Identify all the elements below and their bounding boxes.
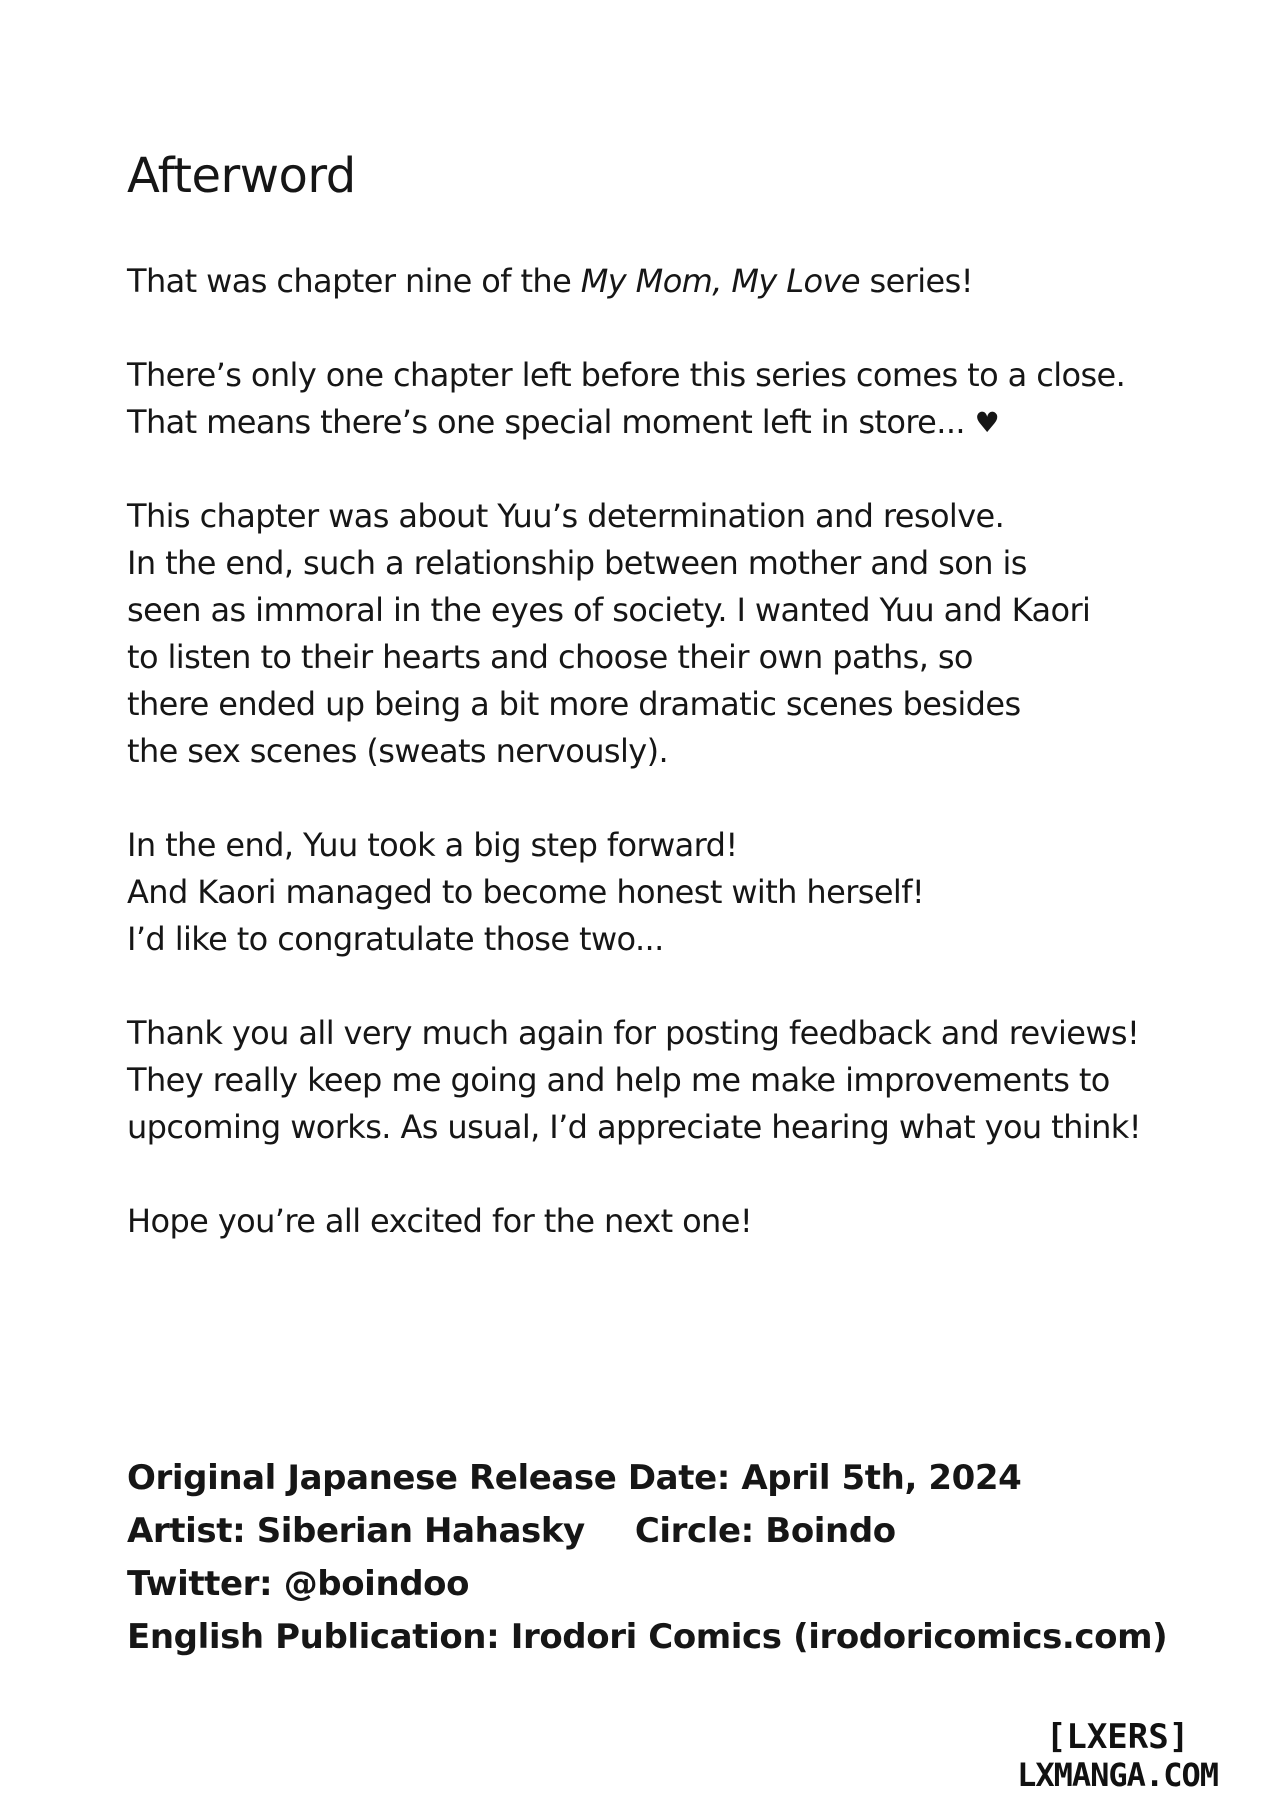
watermark — [1017, 1718, 1218, 1794]
paragraph-5 — [127, 1010, 1187, 1151]
watermark-site: LXMANGA.COM — [1017, 1756, 1218, 1794]
paragraph-line: There’s only one chapter left before this series comes to a close. — [127, 356, 1126, 394]
afterword-body — [127, 258, 1187, 1292]
line-text-pre: That was chapter nine of the — [127, 262, 581, 300]
paragraph-line: In the end, Yuu took a big step forward! — [127, 826, 738, 864]
series-title: My Mom, My Love — [580, 262, 860, 300]
line-text: That means there’s one special moment left in store... — [127, 403, 975, 441]
paragraph-line: I’d like to congratulate those two... — [127, 920, 664, 958]
circle-credit: Circle: Boindo — [634, 1511, 896, 1551]
paragraph-line: Hope you’re all excited for the next one! — [127, 1202, 753, 1240]
paragraph-line: This chapter was about Yuu’s determination and resolve. — [127, 497, 1005, 535]
paragraph-1 — [127, 258, 1187, 305]
paragraph-6 — [127, 1198, 1187, 1245]
paragraph-3 — [127, 493, 1187, 775]
paragraph-line: there ended up being a bit more dramatic scenes besides — [127, 685, 1021, 723]
release-date: Original Japanese Release Date: April 5th, 2024 — [127, 1458, 1022, 1498]
twitter-credit: Twitter: @boindoo — [127, 1564, 470, 1604]
paragraph-line: In the end, such a relationship between mother and son is — [127, 544, 1027, 582]
paragraph-line: upcoming works. As usual, I’d appreciate hearing what you think! — [127, 1108, 1141, 1146]
artist-circle-line — [127, 1505, 1167, 1558]
paragraph-line: seen as immoral in the eyes of society. I wanted Yuu and Kaori — [127, 591, 1091, 629]
paragraph-line — [127, 399, 1187, 446]
page-title: Afterword — [127, 148, 356, 204]
paragraph-line: to listen to their hearts and choose their own paths, so — [127, 638, 973, 676]
paragraph-line: the sex scenes (sweats nervously). — [127, 732, 669, 770]
paragraph-4 — [127, 822, 1187, 963]
paragraph-2 — [127, 352, 1187, 446]
line-text-post: series! — [859, 262, 973, 300]
heart-icon: ♥ — [974, 406, 1000, 439]
publication-credit: English Publication: Irodori Comics (irodoricomics.com) — [127, 1617, 1168, 1657]
paragraph-line: They really keep me going and help me make improvements to — [127, 1061, 1110, 1099]
credits-block — [127, 1452, 1167, 1664]
artist-credit: Artist: Siberian Hahasky — [127, 1511, 585, 1551]
paragraph-line — [127, 258, 1187, 305]
paragraph-line: Thank you all very much again for posting feedback and reviews! — [127, 1014, 1140, 1052]
paragraph-line: And Kaori managed to become honest with herself! — [127, 873, 925, 911]
watermark-tag: [LXERS] — [1045, 1717, 1190, 1757]
